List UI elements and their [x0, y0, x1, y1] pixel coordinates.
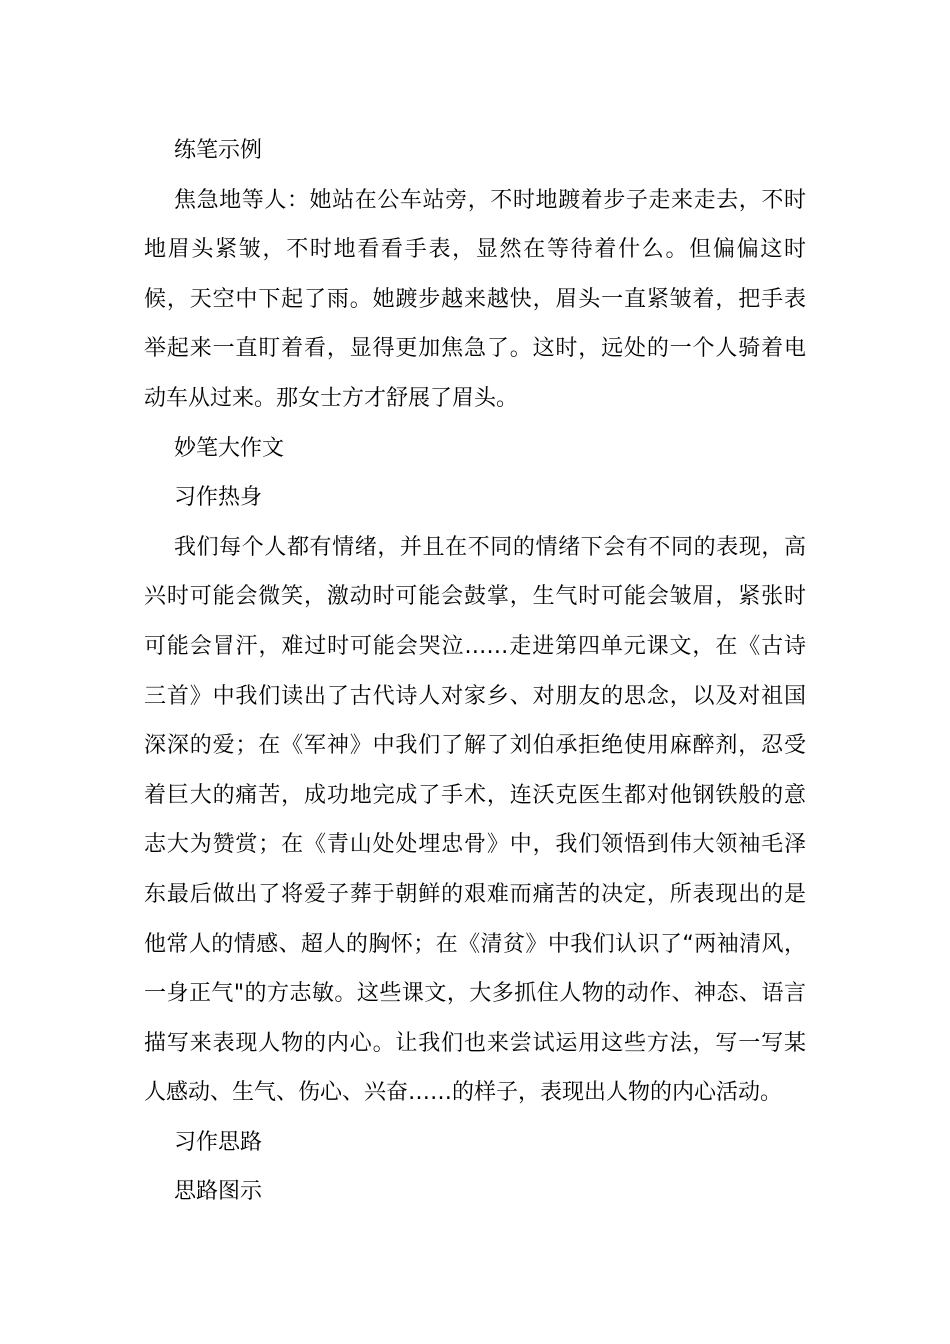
- example-line: 地眉头紧皱，不时地看看手表，显然在等待着什么。但偏偏这时: [144, 237, 806, 263]
- document-page: [144, 126, 806, 1217]
- warmup-line: 深深的爱；在《军神》中我们了解了刘伯承拒绝使用麻醉剂，忍受: [144, 733, 806, 759]
- warmup-line: 一身正气"的方志敏。这些课文，大多抓住人物的动作、神态、语言: [144, 981, 806, 1007]
- warmup-line: 他常人的情感、超人的胸怀；在《清贫》中我们认识了“两袖清风，: [144, 931, 806, 957]
- heading-example: 练笔示例: [174, 138, 263, 163]
- heading-composition: 妙笔大作文: [174, 435, 285, 461]
- warmup-line: 可能会冒汗，难过时可能会哭泣……走进第四单元课文，在《古诗: [144, 633, 806, 659]
- example-line: 焦急地等人：她站在公车站旁，不时地踱着步子走来走去，不时: [174, 187, 806, 213]
- warmup-line: 我们每个人都有情绪，并且在不同的情绪下会有不同的表现，高: [174, 534, 806, 560]
- warmup-line: 东最后做出了将爱子葬于朝鲜的艰难而痛苦的决定，所表现出的是: [144, 881, 806, 907]
- example-line: 动车从过来。那女士方才舒展了眉头。: [144, 385, 519, 411]
- example-line: 举起来一直盯着看，显得更加焦急了。这时，远处的一个人骑着电: [144, 336, 806, 362]
- heading-warmup: 习作热身: [174, 485, 263, 511]
- warmup-line: 志大为赞赏；在《青山处处埋忠骨》中，我们领悟到伟大领袖毛泽: [144, 832, 806, 858]
- warmup-line: 兴时可能会微笑，激动时可能会鼓掌，生气时可能会皱眉，紧张时: [144, 584, 806, 610]
- heading-thinking: 习作思路: [174, 1129, 263, 1155]
- warmup-line: 描写来表现人物的内心。让我们也来尝试运用这些方法，写一写某: [144, 1030, 806, 1056]
- warmup-line: 人感动、生气、伤心、兴奋……的样子，表现出人物的内心活动。: [144, 1080, 783, 1106]
- heading-diagram: 思路图示: [174, 1179, 263, 1205]
- warmup-paragraph: [144, 523, 806, 1118]
- example-line: 候，天空中下起了雨。她踱步越来越快，眉头一直紧皱着，把手表: [144, 286, 806, 312]
- warmup-line: 着巨大的痛苦，成功地完成了手术，连沃克医生都对他钢铁般的意: [144, 782, 806, 808]
- warmup-line: 三首》中我们读出了古代诗人对家乡、对朋友的思念，以及对祖国: [144, 683, 806, 709]
- example-paragraph: [144, 176, 806, 424]
